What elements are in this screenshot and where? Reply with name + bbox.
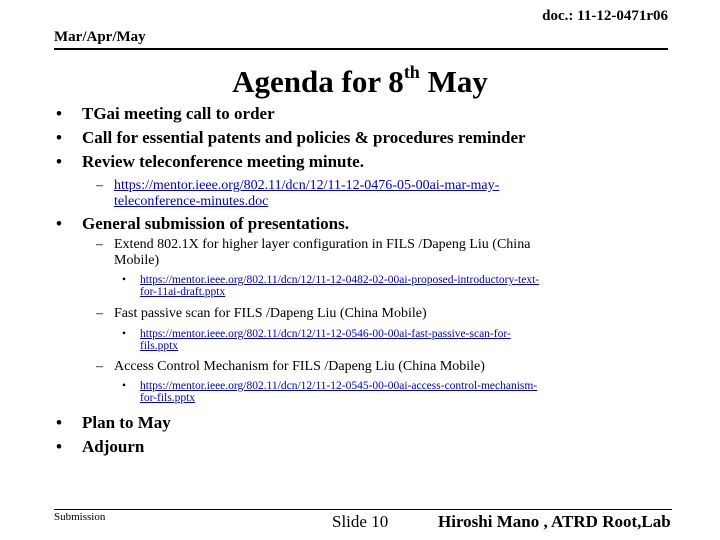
minutes-link-cont[interactable]: teleconference-minutes.doc xyxy=(114,194,269,209)
slide-title xyxy=(0,61,720,100)
footer-author: Hiroshi Mano , ATRD Root,Lab xyxy=(438,512,671,531)
bullet-glyph: • xyxy=(56,437,62,456)
agenda-item xyxy=(56,104,275,124)
presentation-link[interactable]: https://mentor.ieee.org/802.11/dcn/12/11-12-0545-00-00ai-access-control-mechanism- xyxy=(140,380,538,392)
bullet-glyph: • xyxy=(56,214,62,233)
date-label: Mar/Apr/May xyxy=(54,29,146,45)
dash-glyph: – xyxy=(96,178,103,193)
bullet-glyph: • xyxy=(56,128,62,147)
agenda-item-text: Call for essential patents and policies & procedures reminder xyxy=(82,128,526,147)
subsub-item-link[interactable] xyxy=(122,380,537,404)
agenda-item xyxy=(56,437,144,457)
bullet-glyph: • xyxy=(122,380,127,392)
slide-number: Slide 10 xyxy=(332,512,389,531)
sub-item xyxy=(96,359,485,375)
bullet-glyph: • xyxy=(122,328,127,340)
title-tail: May xyxy=(419,64,488,99)
agenda-item xyxy=(56,214,349,234)
subsub-item-link[interactable] xyxy=(122,274,539,298)
agenda-item xyxy=(56,413,171,433)
sub-item-text: Extend 802.1X for higher layer configuration in FILS /Dapeng Liu (China xyxy=(114,237,531,252)
presentation-link[interactable]: https://mentor.ieee.org/802.11/dcn/12/11-12-0482-02-00ai-proposed-introductory-text- xyxy=(140,274,540,286)
title-main: Agenda for 8 xyxy=(232,64,404,99)
presentation-link-cont[interactable]: for-fils.pptx xyxy=(140,392,196,404)
presentation-link-cont[interactable]: fils.pptx xyxy=(140,340,179,352)
bullet-glyph: • xyxy=(56,152,62,171)
doc-id: doc.: 11-12-0471r06 xyxy=(542,8,668,24)
header-rule xyxy=(54,48,668,50)
agenda-item-text: General submission of presentations. xyxy=(82,214,349,233)
minutes-link[interactable]: https://mentor.ieee.org/802.11/dcn/12/11-12-0476-05-00ai-mar-may- xyxy=(114,178,500,193)
footer-rule xyxy=(54,509,672,510)
bullet-glyph: • xyxy=(56,413,62,432)
subsub-item-link[interactable] xyxy=(122,328,511,352)
dash-glyph: – xyxy=(96,359,103,374)
sub-item-link[interactable] xyxy=(96,178,499,210)
sub-item-text: Access Control Mechanism for FILS /Dapeng Liu (China Mobile) xyxy=(114,359,485,374)
dash-glyph: – xyxy=(96,306,103,321)
title-superscript: th xyxy=(403,61,420,82)
agenda-item xyxy=(56,128,526,148)
agenda-item-text: Adjourn xyxy=(82,437,145,456)
agenda-item-text: Review teleconference meeting minute. xyxy=(82,152,364,171)
dash-glyph: – xyxy=(96,237,103,252)
footer-submission: Submission xyxy=(54,511,106,523)
sub-item xyxy=(96,237,530,269)
agenda-item xyxy=(56,152,364,172)
agenda-item-text: Plan to May xyxy=(82,413,171,432)
bullet-glyph: • xyxy=(56,104,62,123)
sub-item-text: Fast passive scan for FILS /Dapeng Liu (China Mobile) xyxy=(114,306,427,321)
bullet-glyph: • xyxy=(122,274,127,286)
presentation-link-cont[interactable]: for-11ai-draft.pptx xyxy=(140,286,226,298)
agenda-item-text: TGai meeting call to order xyxy=(82,104,275,123)
sub-item xyxy=(96,306,427,322)
sub-item-text-cont: Mobile) xyxy=(114,253,160,268)
presentation-link[interactable]: https://mentor.ieee.org/802.11/dcn/12/11-12-0546-00-00ai-fast-passive-scan-for- xyxy=(140,328,511,340)
